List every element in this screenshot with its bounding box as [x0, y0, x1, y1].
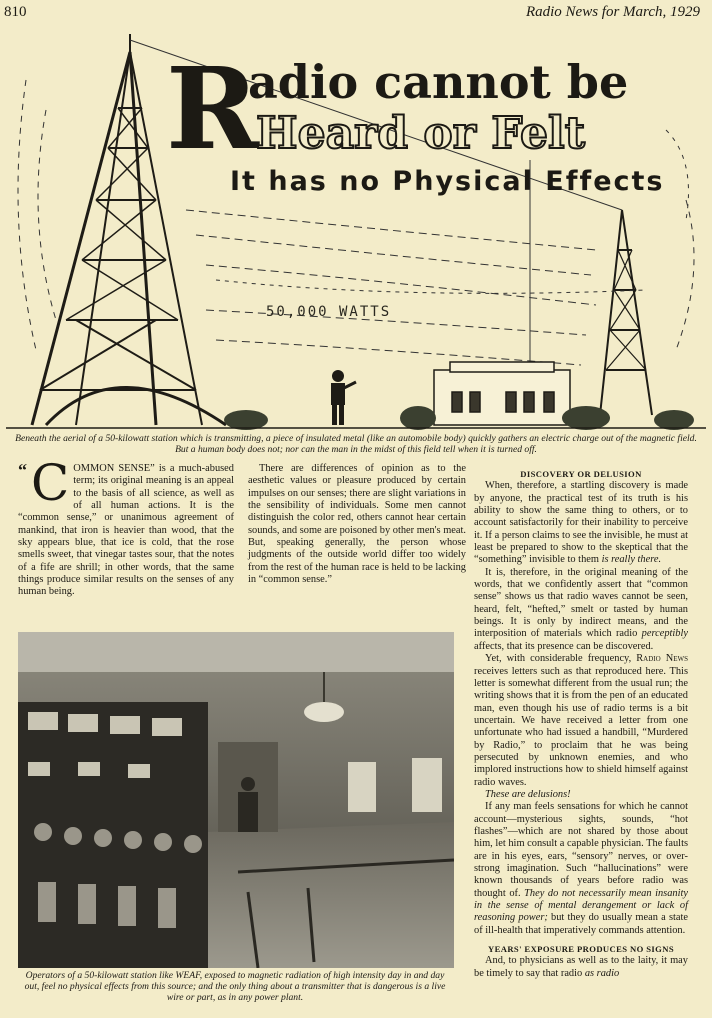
- bottom-caption: Operators of a 50-kilowatt station like WEAF, exposed to magnetic radiation of high intensity day in and day out, feel no physical effects from this source; and the only thing about a transmitter that is dangerous is a live wire or part, as in any power plant.: [24, 970, 446, 1003]
- col3-paragraph-3: Yet, with considerable frequency, Radio News receives letters such as that reproduced here. This letter is somewhat different from the usual run; the writing shows that it is from the pen of an educated man, even though his use of radio terms is a bit uncertain. We have received a letter from one unfortunate who had issued a handbill, “Murdered by Radio,” to proclaim that he was being persecuted by unknown enemies, and who implored instructions how to shield himself against radio waves.: [474, 653, 688, 788]
- headline-line2: Heard or Felt: [256, 108, 586, 159]
- col1-paragraph: OMMON SENSE” is a much-abused term; its original meaning is an appeal to the basis of all science, as well as of all human actions. It is the “common sense,” or unanimous agreement of mankind, that iron is heavier than wood, that the sky appears blue, that ice is cold, that the rose smells sweet, that vinegar tastes sour, that the notes of a fife are shrill; in other words, that the same things produce similar results on the senses of any human being.: [18, 463, 234, 598]
- watts-label: 50,000 WATTS: [266, 304, 392, 320]
- col3-paragraph-6: And, to physicians as well as to the laity, it may be timely to say that radio as radio: [474, 955, 688, 979]
- article-column-1: [18, 454, 234, 599]
- col2-paragraph: There are differences of opinion as to the aesthetic values or pleasure produced by certain impulses on our senses; there are slight variations in the sensibility of individuals. Some men cannot distinguish the color red, others cannot hear certain sounds, and some are poisoned by other men's meat. But, speaking generally, the person whose judgments of the outside world differ too widely from the rest of the human race is held to be lacking in “common sense.”: [248, 463, 466, 586]
- headline-illustration: [6, 20, 706, 432]
- col3-paragraph-2: It is, therefore, in the original meaning of the words, that we confidently assert that “common sense” shows us that radio waves cannot be seen, heard, felt, “hefted,” smelt or tasted by human beings. It is only by indirect means, and the interposition of materials which radio perceptibly affects, that its presence can be discovered.: [474, 566, 688, 652]
- headline-line1: adio cannot be: [248, 55, 629, 109]
- man-figure-icon: [331, 370, 356, 425]
- page-number: 810: [4, 4, 27, 20]
- subhead-discovery: DISCOVERY OR DELUSION: [520, 469, 642, 479]
- station-building-icon: [434, 362, 570, 425]
- headline-subtitle: It has no Physical Effects: [230, 166, 665, 197]
- article-column-2: [248, 463, 466, 586]
- top-caption: Beneath the aerial of a 50-kilowatt station which is transmitting, a piece of insulated metal (like an automobile body) quickly gathers an electric charge out of the magnetic field. But a human body does not; nor can the man in the midst of this field tell when it is turned off.: [15, 433, 697, 455]
- col3-paragraph-5: If any man feels sensations for which he cannot account—mysterious sights, sounds, “hot flashes”—which are not shared by those about him, let him consult a capable physician. The faults are in his eyes, ears, “sensory” nerves, or over-strong imagination. Such “hallucinations” were known thousands of years before radio was thought of. They do not necessarily mean insanity in the sense of mental derangement or lack of reasoning power; but they do usually mean a state of ill-health that imperatively commands attention.: [474, 801, 688, 936]
- open-quote: “: [18, 460, 27, 480]
- col3-paragraph-1: When, therefore, a startling discovery is made by anyone, the practical test of its truth is his ability to show the same thing to others, or to account satisfactorily for their inability to perceive it. If a person claims to see the invisible, he must at least be prepared to show to the skeptical that the “something” invisible to them is really there.: [474, 480, 688, 566]
- running-head: Radio News for March, 1929: [525, 4, 700, 20]
- subhead-exposure: YEARS' EXPOSURE PRODUCES NO SIGNS: [487, 944, 675, 955]
- station-interior-photo: [18, 632, 454, 968]
- col3-paragraph-4: These are delusions!: [485, 788, 571, 800]
- drop-cap: C: [31, 454, 70, 512]
- small-tower-icon: [600, 210, 652, 415]
- headline-initial: R: [166, 44, 260, 175]
- article-column-3: [474, 468, 688, 980]
